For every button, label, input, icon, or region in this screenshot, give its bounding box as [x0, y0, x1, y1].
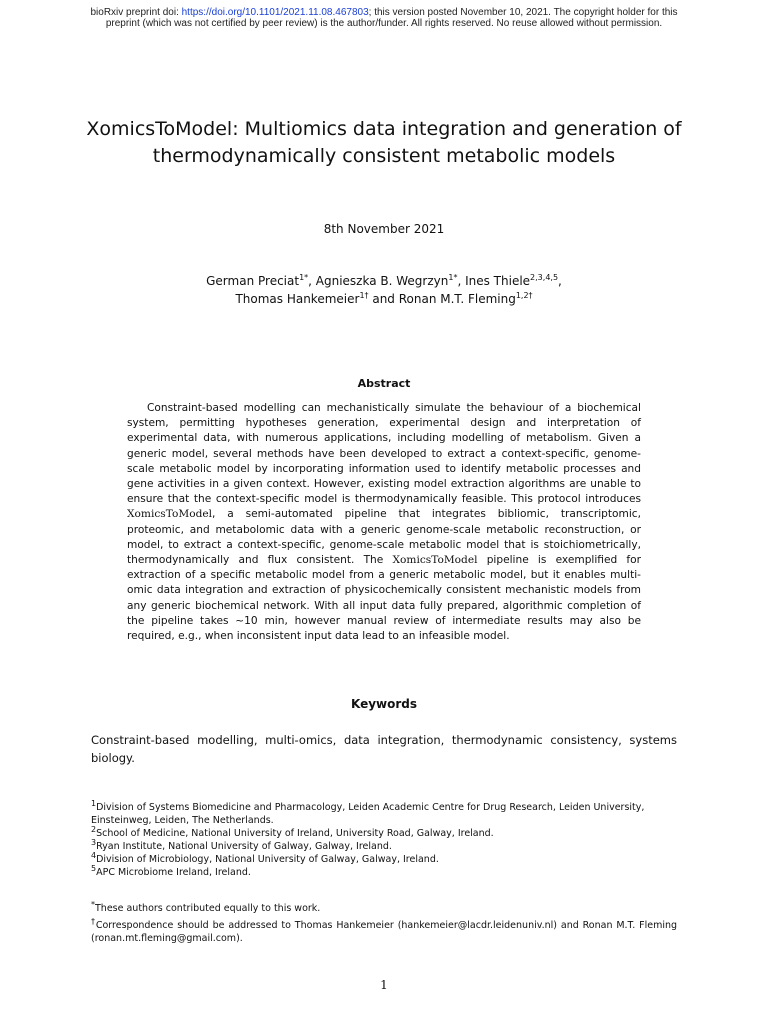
- author-sup: 2,3,4,5: [530, 273, 559, 282]
- author-name: , Agnieszka B. Wegrzyn: [308, 274, 449, 288]
- paper-title: [60, 116, 708, 170]
- publication-date: 8th November 2021: [323, 222, 445, 236]
- footnotes: [91, 899, 678, 949]
- abstract-heading: Abstract: [357, 377, 411, 390]
- affiliation-item: $^5$APC Microbiome Ireland, Ireland.: [91, 863, 251, 878]
- tool-name: XomicsToModel: [392, 554, 478, 567]
- author-list: German Preciat$^{1*}$, Agnieszka B. Wegrzyn$^{1*}$, Ines Thiele$^{2,3,4,5}$, Thomas Hankemeier$^{1\dagger}$ and Ronan M.T. Fleming$^{1,2\dagger}$: [206, 273, 562, 306]
- affiliations: [91, 798, 677, 879]
- keywords-heading: Keywords: [350, 697, 418, 711]
- biorxiv-header-line1: bioRxiv preprint doi: https://doi.org/10.1101/2021.11.08.467803; this version posted November 10, 2021. The copyright holder for this: [90, 7, 678, 18]
- paper-title-line1: XomicsToModel: Multiomics data integration and generation of: [86, 118, 682, 140]
- page-number: 1: [380, 978, 388, 992]
- footnote-correspondence: †Correspondence should be addressed to Thomas Hankemeier (hankemeier@lacdr.leidenuniv.nl) and Ronan M.T. Fleming (ronan.mt.fleming@gmail.com).: [91, 916, 678, 944]
- author-name: , Ines Thiele: [457, 274, 531, 288]
- affiliation-item: $^2$School of Medicine, National University of Ireland, University Road, Galway, Ireland.: [91, 824, 494, 839]
- footnote-equal-contribution: *These authors contributed equally to this work.: [91, 899, 321, 914]
- author-sup: 1,2†: [515, 291, 533, 300]
- author-sup: 1†: [359, 291, 369, 300]
- tool-name: XomicsToModel: [127, 508, 213, 521]
- affiliation-item: $^4$Division of Microbiology, National University of Galway, Galway, Ireland.: [91, 850, 439, 865]
- author-sup: 1*: [299, 273, 309, 282]
- biorxiv-header-line2: preprint (which was not certified by peer review) is the author/funder. All rights reserved. No reuse allowed without permission.: [105, 18, 663, 29]
- keywords-text: Constraint-based modelling, multi-omics, data integration, thermodynamic consistency, systems biology.: [91, 733, 677, 765]
- doi-link[interactable]: https://doi.org/10.1101/2021.11.08.467803: [181, 7, 369, 18]
- author-sup: 1*: [448, 273, 458, 282]
- affiliation-item: $^3$Ryan Institute, National University of Galway, Galway, Ireland.: [91, 837, 392, 852]
- paper-title-line2: thermodynamically consistent metabolic models: [152, 145, 616, 167]
- affiliation-item: $^1$Division of Systems Biomedicine and Pharmacology, Leiden Academic Centre for Drug Research, Leiden University, Einsteinweg, Leiden, The Netherlands.: [91, 798, 645, 826]
- author-name: Thomas Hankemeier: [235, 292, 360, 306]
- author-name: and Ronan M.T. Fleming: [368, 292, 516, 306]
- abstract-text: Constraint-based modelling can mechanistically simulate the behaviour of a biochemical system, permitting hypotheses generation, experimental design and interpretation of experimental data, with numerous applications, including modelling of metabolism. Given a generic model, several methods have been developed to extract a context-specific, genome-scale metabolic model by incorporating information used to identify metabolic processes and gene activities in a given context. However, existing model extraction algorithms are unable to ensure that the context-specific model is thermodynamically feasible. This protocol introduces XomicsToModel, a semi-automated pipeline that integrates bibliomic, transcriptomic, proteomic, and metabolomic data with a generic genome-scale metabolic reconstruction, or model, to extract a context-specific, genome-scale metabolic model that is stoichiometrically, thermodynamically and flux consistent. The XomicsToModel pipeline is exemplified for extraction of a specific metabolic model from a generic metabolic model, but it enables multi-omic data integration and extraction of physicochemically consistent mechanistic models from any generic biochemical network. With all input data fully prepared, algorithmic completion of the pipeline takes ~10 min, however manual review of intermediate results may also be required, e.g., when inconsistent input data lead to an infeasible model.: [127, 402, 641, 643]
- biorxiv-header: [0, 7, 768, 29]
- author-name: German Preciat: [206, 274, 300, 288]
